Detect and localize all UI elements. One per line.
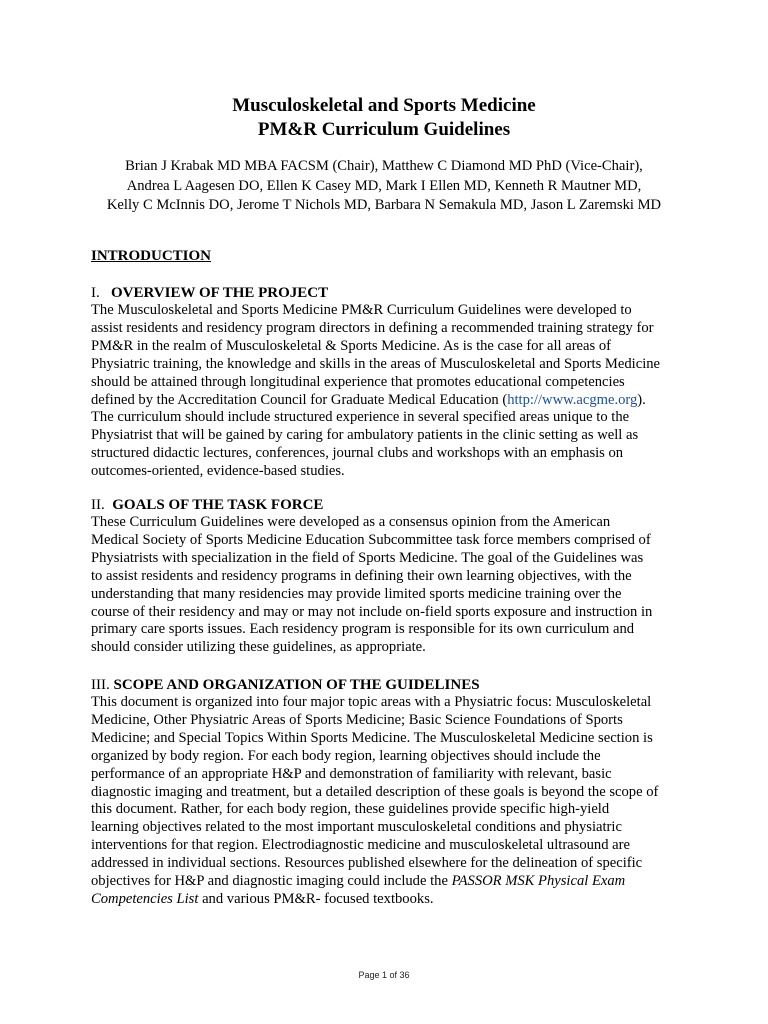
text-line: outcomes-oriented, evidence-based studies. — [91, 463, 345, 480]
author-line: Brian J Krabak MD MBA FACSM (Chair), Matthew C Diamond MD PhD (Vice-Chair), — [125, 158, 643, 174]
section-overview — [91, 284, 691, 481]
section-number: I. — [91, 285, 100, 301]
text-line: These Curriculum Guidelines were developed as a consensus opinion from the American — [91, 514, 611, 530]
text-fragment: defined by the Accreditation Council for Graduate Medical Education ( — [91, 391, 508, 408]
text-line: The Musculoskeletal and Sports Medicine PM&R Curriculum Guidelines were developed to — [91, 302, 632, 318]
acgme-link[interactable]: http://www.acgme.org — [507, 391, 638, 408]
text-line: this document. Rather, for each body region, these guidelines provide specific high-yield — [91, 801, 610, 818]
text-line: The curriculum should include structured experience in several specified areas unique to the — [91, 409, 630, 426]
text-line: This document is organized into four major topic areas with a Physiatric focus: Musculoskeletal — [91, 694, 652, 710]
section-number: II. — [91, 497, 105, 513]
passor-title-fragment: PASSOR MSK Physical Exam — [451, 873, 626, 890]
section-goals — [91, 496, 691, 657]
text-line: organized by body region. For each body region, learning objectives should include the — [91, 747, 601, 764]
text-line: to assist residents and residency programs in defining their own learning objectives, with the — [91, 567, 632, 584]
text-line: structured didactic lectures, conferences, journal clubs and workshops with an emphasis on — [91, 445, 624, 462]
text-line: PM&R in the realm of Musculoskeletal & Sports Medicine. As is the case for all areas of — [91, 337, 611, 354]
author-line: Kelly C McInnis DO, Jerome T Nichols MD, Barbara N Semakula MD, Jason L Zaremski MD — [106, 197, 662, 213]
text-line: assist residents and residency program directors in defining a recommended training strategy for — [91, 319, 654, 336]
passor-title-fragment: Competencies List — [91, 890, 199, 907]
text-line: learning objectives related to the most important musculoskeletal conditions and physiatric — [91, 819, 622, 836]
text-line: Physiatrist that will be gained by caring for ambulatory patients in the clinic setting as well as — [91, 427, 639, 444]
section-number: III. — [91, 677, 110, 693]
document-title-line2: PM&R Curriculum Guidelines — [257, 119, 511, 140]
text-line: Medical Society of Sports Medicine Education Subcommittee task force members comprised of — [91, 531, 651, 548]
section-title: GOALS OF THE TASK FORCE — [112, 497, 324, 513]
text-fragment: ). — [637, 391, 646, 408]
text-fragment: and various PM&R- focused textbooks. — [198, 890, 434, 907]
section-body — [91, 302, 691, 481]
text-line: Medicine; and Special Topics Within Sports Medicine. The Musculoskeletal Medicine section is — [91, 729, 653, 746]
section-body — [91, 694, 691, 909]
text-line — [91, 392, 691, 410]
text-line: should consider utilizing these guidelines, as appropriate. — [91, 639, 426, 656]
text-line — [91, 873, 691, 891]
text-line: interventions for that region. Electrodiagnostic medicine and musculoskeletal ultrasound are — [91, 837, 630, 854]
text-line — [91, 891, 691, 909]
text-line: understanding that many residencies may provide limited sports medicine training over the — [91, 585, 622, 602]
text-line: addressed in individual sections. Resources published elsewhere for the delineation of specific — [91, 855, 643, 872]
text-line: performance of an appropriate H&P and demonstration of familiarity with relevant, basic — [91, 765, 612, 782]
text-line: Physiatrists with specialization in the field of Sports Medicine. The goal of the Guidelines was — [91, 549, 644, 566]
section-heading — [91, 284, 691, 302]
section-heading — [91, 496, 691, 514]
text-line: diagnostic imaging and treatment, but a detailed description of these goals is beyond the scope of — [91, 783, 659, 800]
text-line: Medicine, Other Physiatric Areas of Sports Medicine; Basic Science Foundations of Sports — [91, 711, 623, 728]
author-line: Andrea L Aagesen DO, Ellen K Casey MD, Mark I Ellen MD, Kenneth R Mautner MD, — [126, 177, 642, 194]
section-title: SCOPE AND ORGANIZATION OF THE GUIDELINES — [113, 677, 480, 693]
author-list — [60, 157, 708, 216]
section-title: OVERVIEW OF THE PROJECT — [111, 285, 329, 301]
section-heading — [91, 676, 691, 694]
section-scope — [91, 676, 691, 909]
text-line: should be attained through longitudinal experience that promotes educational competencies — [91, 373, 625, 390]
text-line: course of their residency and may or may not include on-field sports exposure and instruction in — [91, 603, 653, 620]
text-fragment: objectives for H&P and diagnostic imaging could include the — [91, 873, 452, 890]
text-line: primary care sports issues. Each residency program is responsible for its own curriculum and — [91, 621, 635, 638]
document-title-line1: Musculoskeletal and Sports Medicine — [232, 95, 536, 116]
section-body — [91, 514, 691, 657]
page-number: Page 1 of 36 — [358, 970, 410, 980]
text-line: Physiatric training, the knowledge and skills in the areas of Musculoskeletal and Sports Medicine — [91, 355, 661, 372]
introduction-heading: INTRODUCTION — [91, 248, 212, 264]
